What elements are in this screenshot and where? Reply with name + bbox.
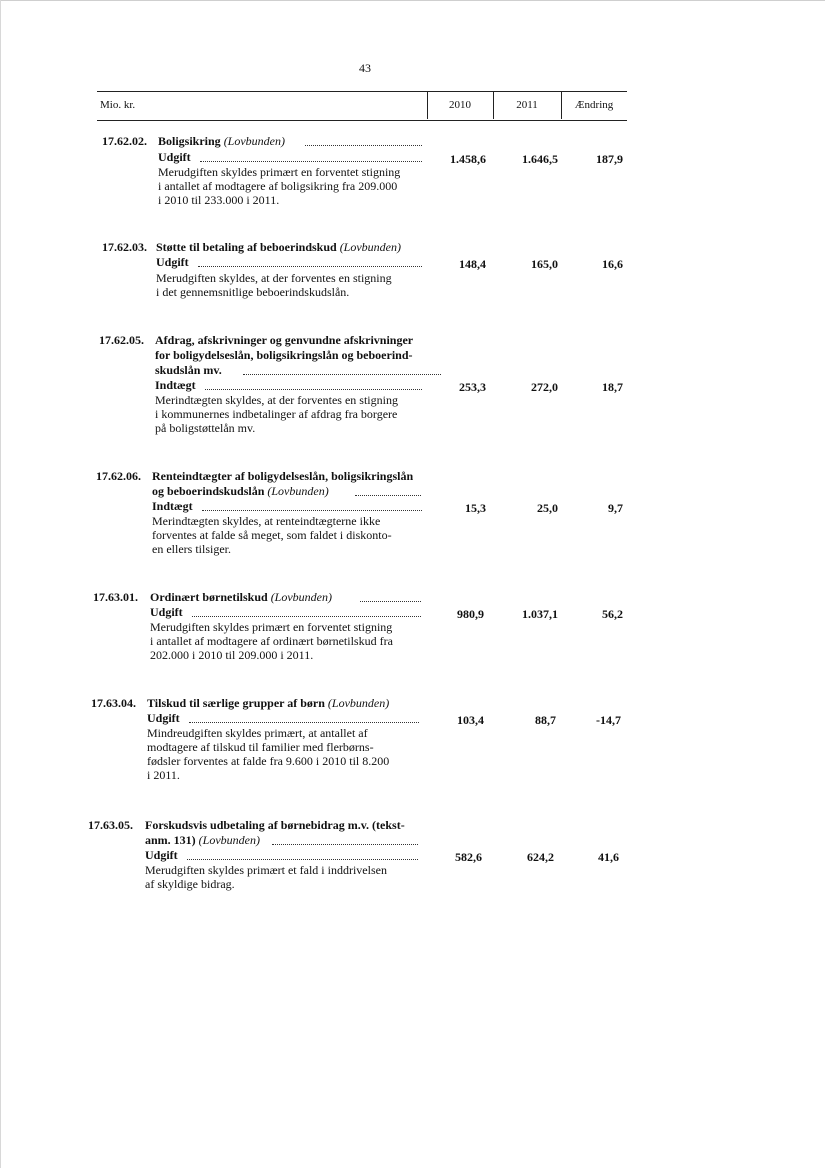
entry-title bbox=[147, 696, 389, 710]
description-line: Merindtægten skyldes, at renteindtægterne ikke bbox=[152, 514, 381, 528]
description-line: Merudgiften skyldes primært et fald i inddrivelsen bbox=[145, 863, 387, 877]
value-change: 41,6 bbox=[598, 850, 619, 864]
dot-leader bbox=[355, 495, 421, 496]
value-2011: 165,0 bbox=[531, 257, 558, 271]
dot-leader bbox=[205, 389, 422, 390]
value-2011: 1.646,5 bbox=[522, 152, 558, 166]
description-line: i antallet af modtagere af ordinært børnetilskud fra bbox=[150, 634, 393, 648]
dot-leader bbox=[198, 266, 422, 267]
value-2011: 25,0 bbox=[537, 501, 558, 515]
dot-leader bbox=[187, 859, 418, 860]
value-change: 56,2 bbox=[602, 607, 623, 621]
dot-leader bbox=[272, 844, 418, 845]
entry-code: 17.63.05. bbox=[88, 818, 133, 832]
entry-kind: Udgift bbox=[156, 255, 189, 269]
description-line: i det gennemsnitlige beboerindskudslån. bbox=[156, 285, 350, 299]
value-2011: 272,0 bbox=[531, 380, 558, 394]
description-line: Merudgiften skyldes primært en forventet stigning bbox=[158, 165, 401, 179]
entry-title-line: skudslån mv. bbox=[155, 363, 222, 377]
entry-status: (Lovbunden) bbox=[198, 833, 260, 847]
entry-title-line: Afdrag, afskrivninger og genvundne afskrivninger bbox=[155, 333, 414, 347]
dot-leader bbox=[202, 510, 422, 511]
scan-edge-top bbox=[0, 0, 825, 1]
entry-code: 17.62.05. bbox=[99, 333, 144, 347]
header-col-2010: 2010 bbox=[449, 99, 471, 111]
entry-title-text: anm. 131) bbox=[145, 833, 196, 847]
dot-leader bbox=[243, 374, 441, 375]
dot-leader bbox=[189, 722, 419, 723]
entry-code: 17.62.02. bbox=[102, 134, 147, 148]
description-line: i antallet af modtagere af boligsikring fra 209.000 bbox=[158, 179, 398, 193]
entry-status: (Lovbunden) bbox=[223, 134, 286, 148]
entry-title bbox=[158, 134, 285, 148]
value-2010: 582,6 bbox=[455, 850, 482, 864]
dot-leader bbox=[200, 161, 422, 162]
value-change: 9,7 bbox=[608, 501, 623, 515]
entry-title-line: Forskudsvis udbetaling af børnebidrag m.v. (tekst- bbox=[145, 818, 405, 832]
value-change: 16,6 bbox=[602, 257, 623, 271]
entry-kind: Udgift bbox=[150, 605, 183, 619]
entry-title-line: for boligydelseslån, boligsikringslån og beboerind- bbox=[155, 348, 413, 362]
header-col-change: Ændring bbox=[574, 99, 614, 111]
page-number: 43 bbox=[359, 61, 371, 75]
entry-kind: Udgift bbox=[145, 848, 178, 862]
description-line: Mindreudgiften skyldes primært, at antallet af bbox=[147, 726, 368, 740]
entry-status: (Lovbunden) bbox=[339, 240, 402, 254]
description-line: Merindtægten skyldes, at der forventes en stigning bbox=[155, 393, 398, 407]
value-change: 18,7 bbox=[602, 380, 623, 394]
value-2010: 980,9 bbox=[457, 607, 484, 621]
description-line: i 2011. bbox=[147, 768, 180, 782]
entry-description bbox=[152, 514, 392, 556]
entry-status: (Lovbunden) bbox=[267, 484, 329, 498]
entry-title-text: Ordinært børnetilskud bbox=[150, 590, 268, 604]
description-line: af skyldige bidrag. bbox=[145, 877, 235, 891]
value-2010: 1.458,6 bbox=[450, 152, 486, 166]
dot-leader bbox=[192, 616, 421, 617]
description-line: fødsler forventes at falde fra 9.600 i 2010 til 8.200 bbox=[147, 754, 390, 768]
description-line: 202.000 i 2010 til 209.000 i 2011. bbox=[150, 648, 314, 662]
description-line: forventes at falde så meget, som faldet i diskonto- bbox=[152, 528, 392, 542]
entry-description bbox=[155, 393, 398, 435]
entry-code: 17.62.06. bbox=[96, 469, 141, 483]
value-2010: 253,3 bbox=[459, 380, 486, 394]
header-unit-label: Mio. kr. bbox=[100, 99, 136, 111]
entry-title-text: Boligsikring bbox=[158, 134, 221, 148]
description-line: en ellers tilsiger. bbox=[152, 542, 231, 556]
value-2011: 1.037,1 bbox=[522, 607, 558, 621]
value-2010: 103,4 bbox=[457, 713, 484, 727]
description-line: modtagere af tilskud til familier med flerbørns- bbox=[147, 740, 374, 754]
entry-status: (Lovbunden) bbox=[270, 590, 333, 604]
entry-description bbox=[150, 620, 393, 662]
entry-description bbox=[158, 165, 400, 207]
entry-kind: Indtægt bbox=[152, 499, 193, 513]
value-change: 187,9 bbox=[596, 152, 623, 166]
entry-title bbox=[145, 833, 260, 847]
entry-title-text: og beboerindskudslån bbox=[152, 484, 265, 498]
entry-description bbox=[156, 271, 392, 299]
scan-edge-left bbox=[0, 0, 1, 1168]
entry-status: (Lovbunden) bbox=[327, 696, 390, 710]
entry-title bbox=[150, 590, 332, 604]
entry-code: 17.62.03. bbox=[102, 240, 147, 254]
description-line: Merudgiften skyldes primært en forventet stigning bbox=[150, 620, 393, 634]
value-2010: 148,4 bbox=[459, 257, 486, 271]
description-line: på boligstøttelån mv. bbox=[155, 421, 256, 435]
entry-title-text: Støtte til betaling af beboerindskud bbox=[156, 240, 337, 254]
entry-description bbox=[147, 726, 419, 782]
description-line: Merudgiften skyldes, at der forventes en stigning bbox=[156, 271, 392, 285]
entry-title-line: Renteindtægter af boligydelseslån, boligsikringslån bbox=[152, 469, 414, 483]
header-col-2011: 2011 bbox=[516, 99, 538, 111]
entry-title-text: Tilskud til særlige grupper af børn bbox=[147, 696, 325, 710]
value-2011: 624,2 bbox=[527, 850, 554, 864]
value-change: -14,7 bbox=[596, 713, 621, 727]
entry-kind: Udgift bbox=[147, 711, 180, 725]
entry-code: 17.63.04. bbox=[91, 696, 136, 710]
entry-title bbox=[156, 240, 401, 254]
entry-title bbox=[152, 484, 329, 498]
description-line: i kommunernes indbetalinger af afdrag fra borgere bbox=[155, 407, 398, 421]
value-2010: 15,3 bbox=[465, 501, 486, 515]
entry-description bbox=[145, 863, 387, 891]
entry-code: 17.63.01. bbox=[93, 590, 138, 604]
dot-leader bbox=[360, 601, 421, 602]
value-2011: 88,7 bbox=[535, 713, 556, 727]
entry-kind: Udgift bbox=[158, 150, 191, 164]
dot-leader bbox=[305, 145, 422, 146]
description-line: i 2010 til 233.000 i 2011. bbox=[158, 193, 280, 207]
entry-kind: Indtægt bbox=[155, 378, 196, 392]
